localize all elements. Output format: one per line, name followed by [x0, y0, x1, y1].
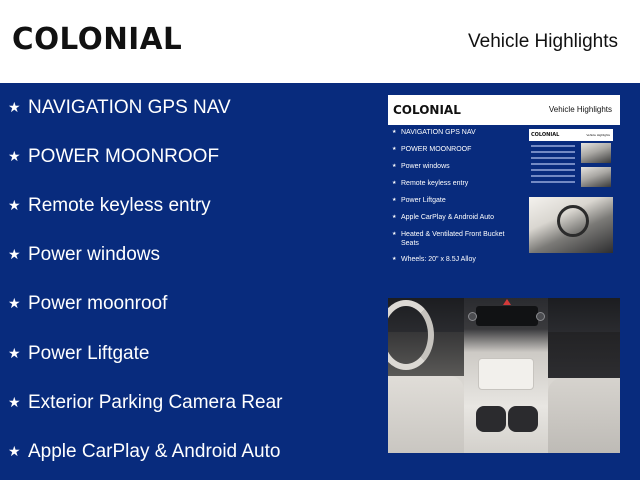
thumbnail-item-label: Apple CarPlay & Android Auto [401, 214, 495, 221]
feature-item [8, 388, 282, 418]
nested-text-line [531, 157, 575, 159]
star-icon: ★ [392, 231, 397, 237]
photo-charging-pad [478, 358, 534, 390]
nested-steering-photo [529, 197, 613, 253]
photo-cupholder [508, 406, 538, 432]
star-icon: ★ [392, 180, 397, 186]
photo-climate-screen [476, 306, 538, 326]
star-icon: ★ [8, 100, 21, 116]
feature-item [8, 142, 219, 172]
highlights-panel [0, 83, 640, 480]
photo-knob [536, 312, 545, 321]
star-icon: ★ [392, 197, 397, 203]
thumbnail-title: Vehicle Highlights [548, 105, 612, 114]
thumbnail-item [392, 162, 517, 171]
feature-item [8, 339, 149, 369]
feature-item [8, 93, 231, 123]
nested-thumbnail-header [529, 129, 613, 141]
thumbnail-item [392, 255, 517, 264]
thumbnail-item-label: Power windows [401, 163, 450, 170]
thumbnail-item [392, 213, 517, 222]
star-icon: ★ [392, 163, 397, 169]
nested-interior-photo [581, 167, 611, 187]
feature-label: POWER MOONROOF [28, 146, 220, 167]
feature-label: Exterior Parking Camera Rear [28, 392, 283, 413]
steering-wheel-shape [557, 205, 589, 237]
nested-text-line [531, 151, 575, 153]
thumbnail-item [392, 128, 517, 137]
star-icon: ★ [392, 214, 397, 220]
star-icon: ★ [8, 296, 21, 312]
feature-item [8, 240, 160, 270]
thumbnail-item [392, 179, 517, 188]
header-bar [0, 0, 640, 83]
page-title: Vehicle Highlights [468, 31, 618, 52]
photo-knob [468, 312, 477, 321]
nested-text-line [531, 181, 575, 183]
photo-passenger-seat [548, 378, 620, 453]
thumbnail-item-label: Remote keyless entry [401, 180, 469, 187]
thumbnail-item [392, 196, 517, 205]
hazard-icon [503, 299, 511, 305]
nested-interior-photo [581, 143, 611, 163]
thumbnail-item-label: NAVIGATION GPS NAV [401, 129, 476, 136]
star-icon: ★ [8, 149, 21, 165]
star-icon: ★ [392, 146, 397, 152]
thumbnail-item-label: POWER MOONROOF [401, 146, 472, 153]
nested-thumbnail-logo: COLONIAL [531, 132, 560, 138]
nested-text-line [531, 175, 575, 177]
star-icon: ★ [8, 395, 21, 411]
thumbnail-item-label: Heated & Ventilated Front Bucket Seats [401, 231, 505, 247]
feature-label: Power windows [28, 244, 160, 265]
feature-label: Remote keyless entry [28, 195, 211, 216]
thumbnail-header [388, 95, 620, 125]
feature-item [8, 437, 280, 467]
thumbnail-item-label: Power Liftgate [401, 197, 446, 204]
star-icon: ★ [8, 198, 21, 214]
thumbnail-item [392, 145, 517, 154]
nested-thumbnail-title: Vehicle Highlights [586, 133, 610, 137]
nested-slide-thumbnail [529, 129, 613, 259]
nested-text-line [531, 169, 575, 171]
slide-thumbnail [388, 95, 620, 275]
star-icon: ★ [392, 129, 397, 135]
interior-console-photo [388, 298, 620, 453]
feature-label: Power moonroof [28, 293, 168, 314]
feature-label: NAVIGATION GPS NAV [28, 97, 231, 118]
star-icon: ★ [8, 346, 21, 362]
nested-text-line [531, 145, 575, 147]
star-icon: ★ [8, 247, 21, 263]
colonial-logo: COLONIAL [12, 22, 183, 57]
feature-label: Apple CarPlay & Android Auto [28, 441, 281, 462]
feature-label: Power Liftgate [28, 343, 150, 364]
photo-cupholder [476, 406, 506, 432]
thumbnail-item-label: Wheels: 20" x 8.5J Alloy [401, 256, 476, 263]
feature-item [8, 289, 167, 319]
star-icon: ★ [392, 256, 397, 262]
star-icon: ★ [8, 444, 21, 460]
feature-item [8, 191, 211, 221]
photo-driver-seat [388, 376, 464, 453]
thumbnail-logo: COLONIAL [393, 103, 461, 117]
thumbnail-item [392, 230, 517, 248]
nested-text-line [531, 163, 575, 165]
